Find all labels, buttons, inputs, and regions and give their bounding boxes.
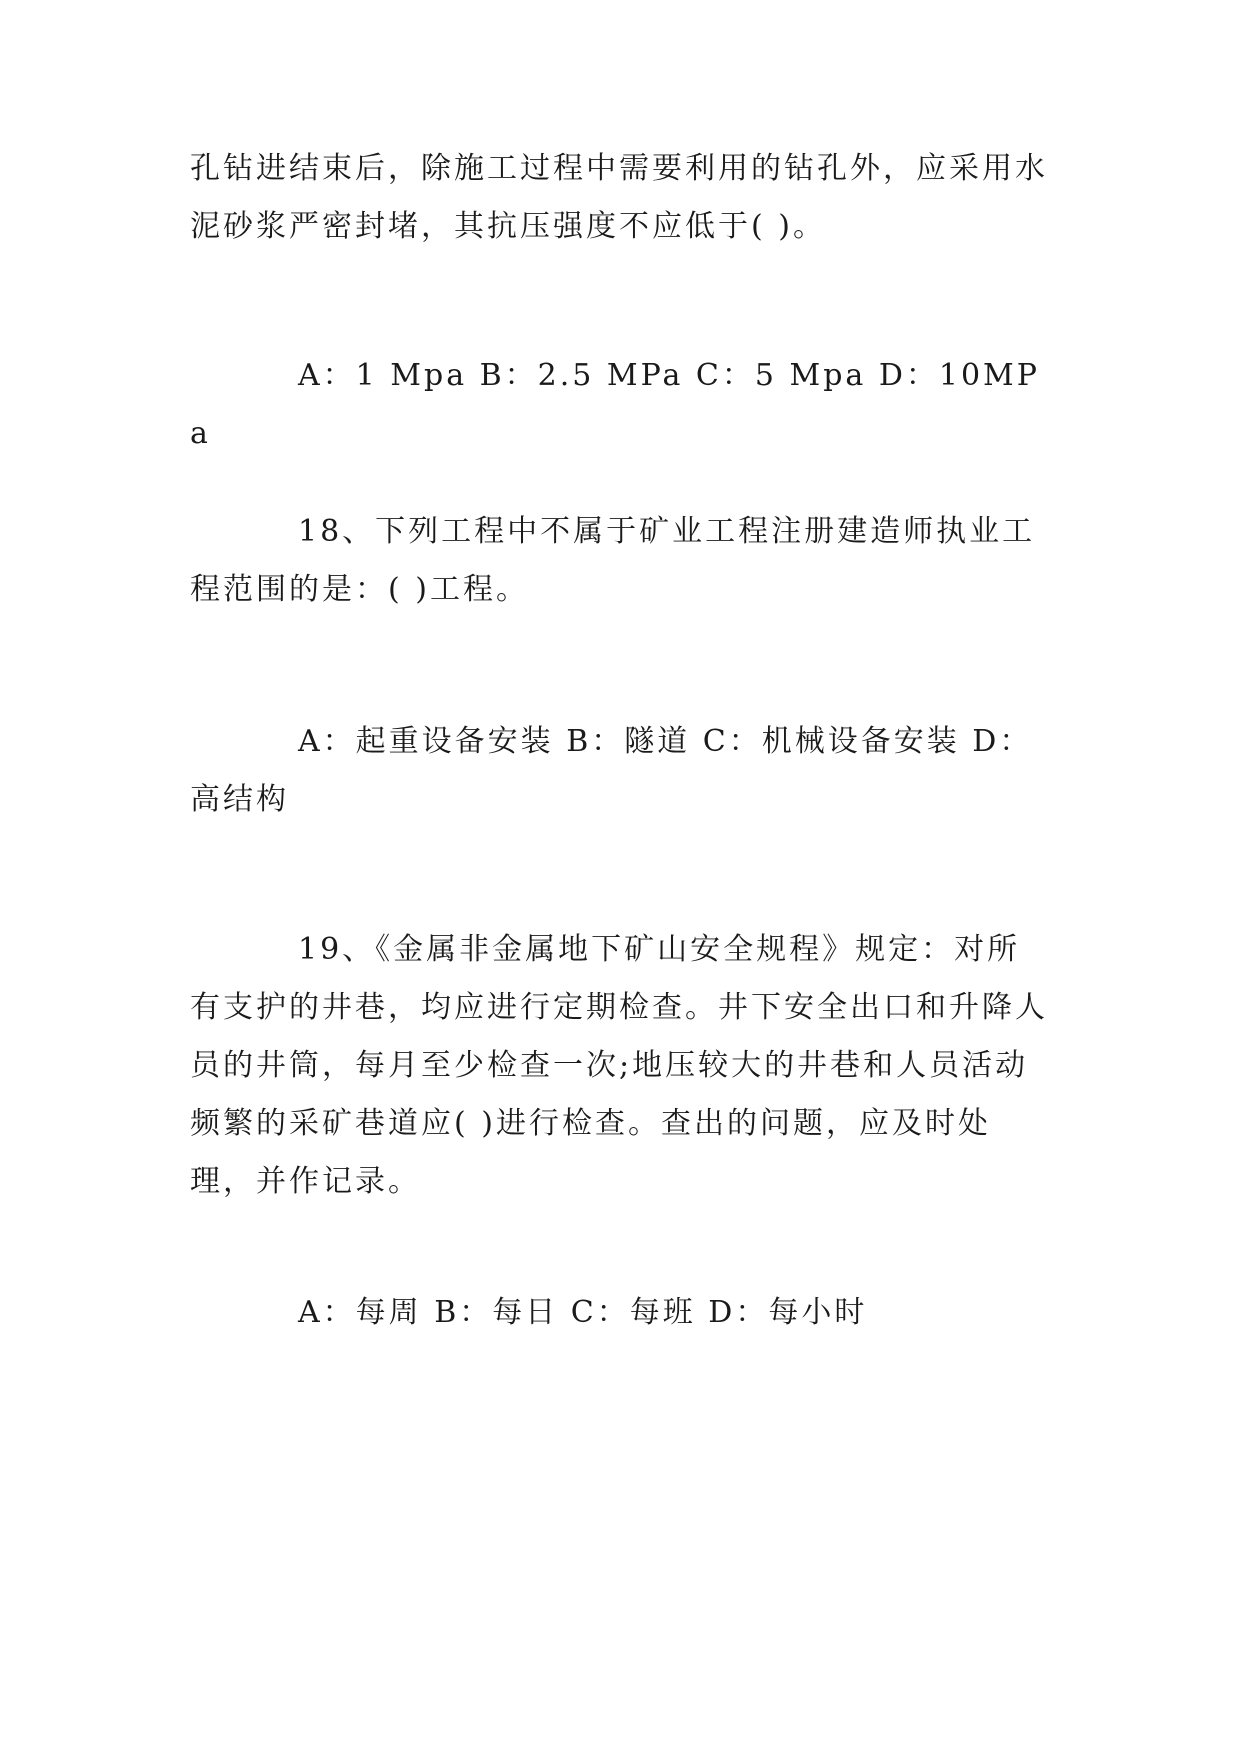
q18-options: A：起重设备安装 B：隧道 C：机械设备安装 D：高结构 [190, 724, 1033, 817]
q17-options: A：1 Mpa B：2.5 MPa C：5 Mpa D：10MPa [190, 358, 1040, 451]
q19-stem: 19、《金属非金属地下矿山安全规程》规定：对所有支护的井巷，均应进行定期检查。井下安全出口和升降人员的井筒，每月至少检查一次;地压较大的井巷和人员活动频繁的采矿巷道应( )进行检查。查出的问题，应及时处理，并作记录。 [190, 932, 1048, 1199]
q17-stem-tail: 孔钻进结束后，除施工过程中需要利用的钻孔外，应采用水泥砂浆严密封堵，其抗压强度不应低于( )。 [190, 151, 1048, 244]
q19-options: A：每周 B：每日 C：每班 D：每小时 [298, 1295, 868, 1330]
q18-stem: 18、下列工程中不属于矿业工程注册建造师执业工程范围的是：( )工程。 [190, 514, 1036, 607]
